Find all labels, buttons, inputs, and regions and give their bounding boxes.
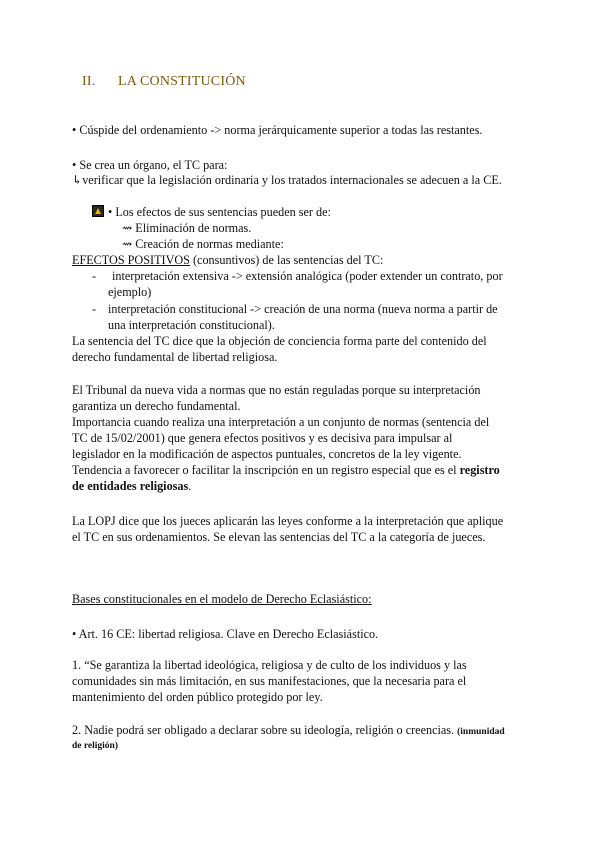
tendencia-period: . [188, 479, 192, 493]
interp-constitucional-cont: una interpretación constitucional). [108, 318, 275, 332]
dash-2: - [92, 302, 97, 316]
tendencia-bold: registro [459, 463, 500, 477]
bullet-cuspide: • Cúspide del ordenamiento -> norma jerárquicamente superior a todas las restantes. [72, 123, 483, 137]
tendencia-text: Tendencia a favorecer o facilitar la inscripción en un registro especial que es el [72, 463, 460, 477]
para-objecion-2: derecho fundamental de libertad religiosa. [72, 350, 278, 364]
efectos-positivos-text: (consuntivos) de las sentencias del TC: [189, 253, 384, 267]
subheading-bases: Bases constitucionales en el modelo de Derecho Eclasiástico: [72, 592, 372, 606]
bullet-tc: • Se crea un órgano, el TC para: [72, 158, 228, 172]
inmunidad-note: (inmunidad [457, 727, 505, 737]
art16-p1-line2: comunidades sin más limitación, en sus manifestaciones, que la necesaria para el [72, 674, 467, 688]
para-tendencia-1 [72, 463, 500, 478]
bullet-art16: • Art. 16 CE: libertad religiosa. Clave en Derecho Eclasiástico. [72, 627, 379, 641]
interp-extensiva-cont: ejemplo) [108, 285, 152, 299]
efectos-positivos-line [72, 253, 383, 268]
para-objecion-1: La sentencia del TC dice que la objeción de conciencia forma parte del contenido del [72, 334, 487, 348]
inmunidad-note-cont: de religión) [72, 741, 119, 751]
section-number: II. [82, 74, 96, 89]
tendencia-bold-2: de entidades religiosas [72, 479, 189, 493]
interp-extensiva: interpretación extensiva -> extensión analógica (poder extender un contrato, por [112, 269, 503, 283]
para-tribunal-1: El Tribunal da nueva vida a normas que no están reguladas porque su interpretación [72, 383, 481, 397]
para-importancia-2: TC de 15/02/2001) que genera efectos positivos y es decisiva para impulsar al [72, 431, 453, 445]
warning-icon [92, 205, 104, 217]
sub-eliminacion: ⇝ Eliminación de normas. [122, 221, 252, 235]
para-importancia-1: Importancia cuando realiza una interpretación a un conjunto de normas (sentencia del [72, 415, 490, 429]
section-heading [82, 74, 246, 90]
art16-p2-text: 2. Nadie podrá ser obligado a declarar sobre su ideología, religión o creencias. [72, 723, 458, 737]
interp-constitucional: interpretación constitucional -> creación de una norma (nueva norma a partir de [108, 302, 498, 316]
sub-creacion: ⇝ Creación de normas mediante: [122, 237, 284, 251]
para-tribunal-2: garantiza un derecho fundamental. [72, 399, 241, 413]
efectos-positivos-label: EFECTOS POSITIVOS [72, 253, 190, 267]
art16-p1-line3: mantenimiento del orden público protegido por ley. [72, 690, 323, 704]
dash-1: - [92, 269, 97, 283]
art16-p1-line1: 1. “Se garantiza la libertad ideológica, religiosa y de culto de los individuos y las [72, 658, 467, 672]
bullet-efectos: • Los efectos de sus sentencias pueden ser de: [108, 205, 331, 219]
art16-p2-line1 [72, 723, 505, 740]
para-tendencia-2 [72, 479, 191, 494]
para-lopj-1: La LOPJ dice que los jueces aplicarán las leyes conforme a la interpretación que aplique [72, 514, 504, 528]
tc-subpoint: ↳verificar que la legislación ordinaria y los tratados internacionales se adecuen a la CE. [72, 173, 502, 187]
para-importancia-3: legislador en la modificación de aspectos puntuales, concretos de la ley vigente. [72, 447, 462, 461]
section-title: LA CONSTITUCIÓN [118, 74, 246, 89]
para-lopj-2: el TC en sus ordenamientos. Se elevan las sentencias del TC a la categoría de jueces. [72, 530, 486, 544]
